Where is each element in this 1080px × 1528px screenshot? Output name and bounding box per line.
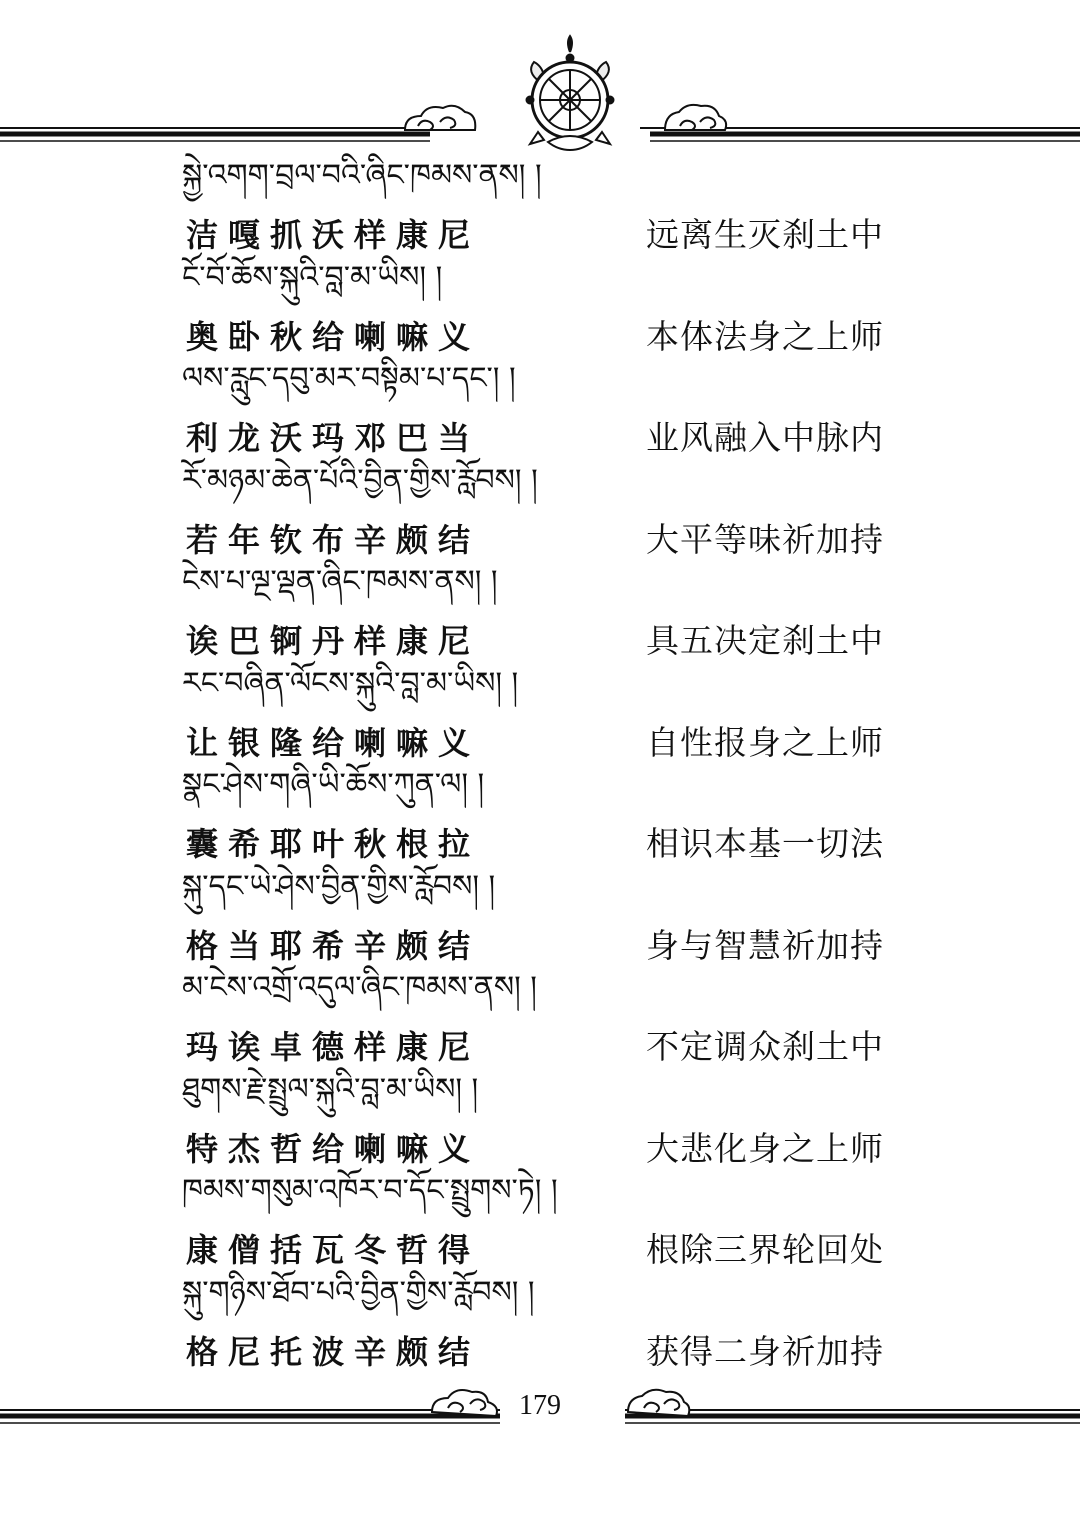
cloud-scroll-right-icon xyxy=(665,105,726,130)
chinese-translation: 大平等味祈加持 xyxy=(646,519,884,559)
tibetan-line: རང་བཞིན་ལོངས་སྐུའི་བླ་མ་ཡིས། ། xyxy=(182,665,519,701)
chinese-translation: 自性报身之上师 xyxy=(646,722,884,762)
chinese-translation: 不定调众刹土中 xyxy=(646,1027,884,1066)
chinese-translation: 本体法身之上师 xyxy=(646,316,884,356)
verse-10 xyxy=(0,1064,1080,1166)
header-ornament xyxy=(0,0,1080,170)
verse-9 xyxy=(0,962,1080,1064)
verse-2 xyxy=(0,252,1080,354)
chinese-translation: 身与智慧祈加持 xyxy=(646,925,884,965)
transliteration-line: 康僧括瓦冬哲得 xyxy=(186,1231,481,1269)
transliteration-line: 奥卧秋给喇嘛义 xyxy=(186,317,481,356)
tibetan-line: མ་ངེས་འགྲོ་འདུལ་ཞིང་ཁམས་ནས། ། xyxy=(182,970,537,1005)
transliteration-line: 玛诶卓德样康尼 xyxy=(186,1028,481,1066)
tibetan-line: ངོ་བོ་ཆོས་སྐུའི་བླ་མ་ཡིས། ། xyxy=(182,259,443,295)
tibetan-line: སྐུ་གཉིས་ཐོབ་པའི་བྱིན་གྱིས་རློབས། ། xyxy=(182,1274,535,1310)
verse-11 xyxy=(0,1165,1080,1267)
chinese-translation: 获得二身祈加持 xyxy=(646,1331,884,1371)
verse-3 xyxy=(0,353,1080,455)
transliteration-line: 洁嘎抓沃样康尼 xyxy=(186,216,481,254)
tibetan-line: སྐུ་དང་ཡེ་ཤེས་བྱིན་གྱིས་རློབས། ། xyxy=(182,868,496,904)
verse-list xyxy=(0,150,1080,1371)
verse-12 xyxy=(0,1267,1080,1369)
transliteration-line: 让银隆给喇嘛义 xyxy=(186,723,481,762)
tibetan-line: ཐུགས་རྗེ་སྤྲུལ་སྐུའི་བླ་མ་ཡིས། ། xyxy=(182,1071,479,1107)
transliteration-line: 若年钦布辛颇结 xyxy=(186,520,481,559)
tibetan-line: ངེས་པ་ལྔ་ལྡན་ཞིང་ཁམས་ནས། ། xyxy=(182,564,498,599)
verse-1 xyxy=(0,150,1080,252)
tibetan-line: ཁམས་གསུམ་འཁོར་བ་དོང་སྤྲུགས་ཏེ། ། xyxy=(182,1173,558,1208)
transliteration-line: 利龙沃玛邓巴当 xyxy=(186,419,481,457)
dharma-wheel-icon xyxy=(526,36,614,150)
cloud-scroll-left-icon xyxy=(405,106,475,130)
tibetan-line: སྐྱེ་འགག་བྲལ་བའི་ཞིང་ཁམས་ནས། ། xyxy=(182,158,542,193)
tibetan-line: ལས་རླུང་དབུ་མར་བསྟིམ་པ་དང་། ། xyxy=(182,361,516,396)
verse-5 xyxy=(0,556,1080,658)
tibetan-line: རོ་མཉམ་ཆེན་པོའི་བྱིན་གྱིས་རློབས། ། xyxy=(182,462,538,498)
transliteration-line: 格当耶希辛颇结 xyxy=(186,926,481,965)
verse-6 xyxy=(0,658,1080,760)
tibetan-line: སྣང་ཤེས་གཞི་ཡི་ཆོས་ཀུན་ལ། ། xyxy=(182,767,485,802)
chinese-translation: 根除三界轮回处 xyxy=(646,1230,884,1269)
chinese-translation: 业风融入中脉内 xyxy=(646,418,884,457)
verse-8 xyxy=(0,861,1080,963)
chinese-translation: 具五决定刹土中 xyxy=(646,621,884,660)
page-number: 179 xyxy=(519,1390,561,1421)
verse-4 xyxy=(0,455,1080,557)
transliteration-line: 囊希耶叶秋根拉 xyxy=(186,825,481,863)
transliteration-line: 诶巴锕丹样康尼 xyxy=(186,622,481,660)
chinese-translation: 相识本基一切法 xyxy=(646,824,884,863)
chinese-translation: 大悲化身之上师 xyxy=(646,1128,884,1168)
chinese-translation: 远离生灭刹土中 xyxy=(646,215,884,254)
header-rule-left xyxy=(0,128,440,141)
transliteration-line: 格尼托波辛颇结 xyxy=(186,1332,481,1371)
verse-7 xyxy=(0,759,1080,861)
transliteration-line: 特杰哲给喇嘛义 xyxy=(186,1129,481,1168)
